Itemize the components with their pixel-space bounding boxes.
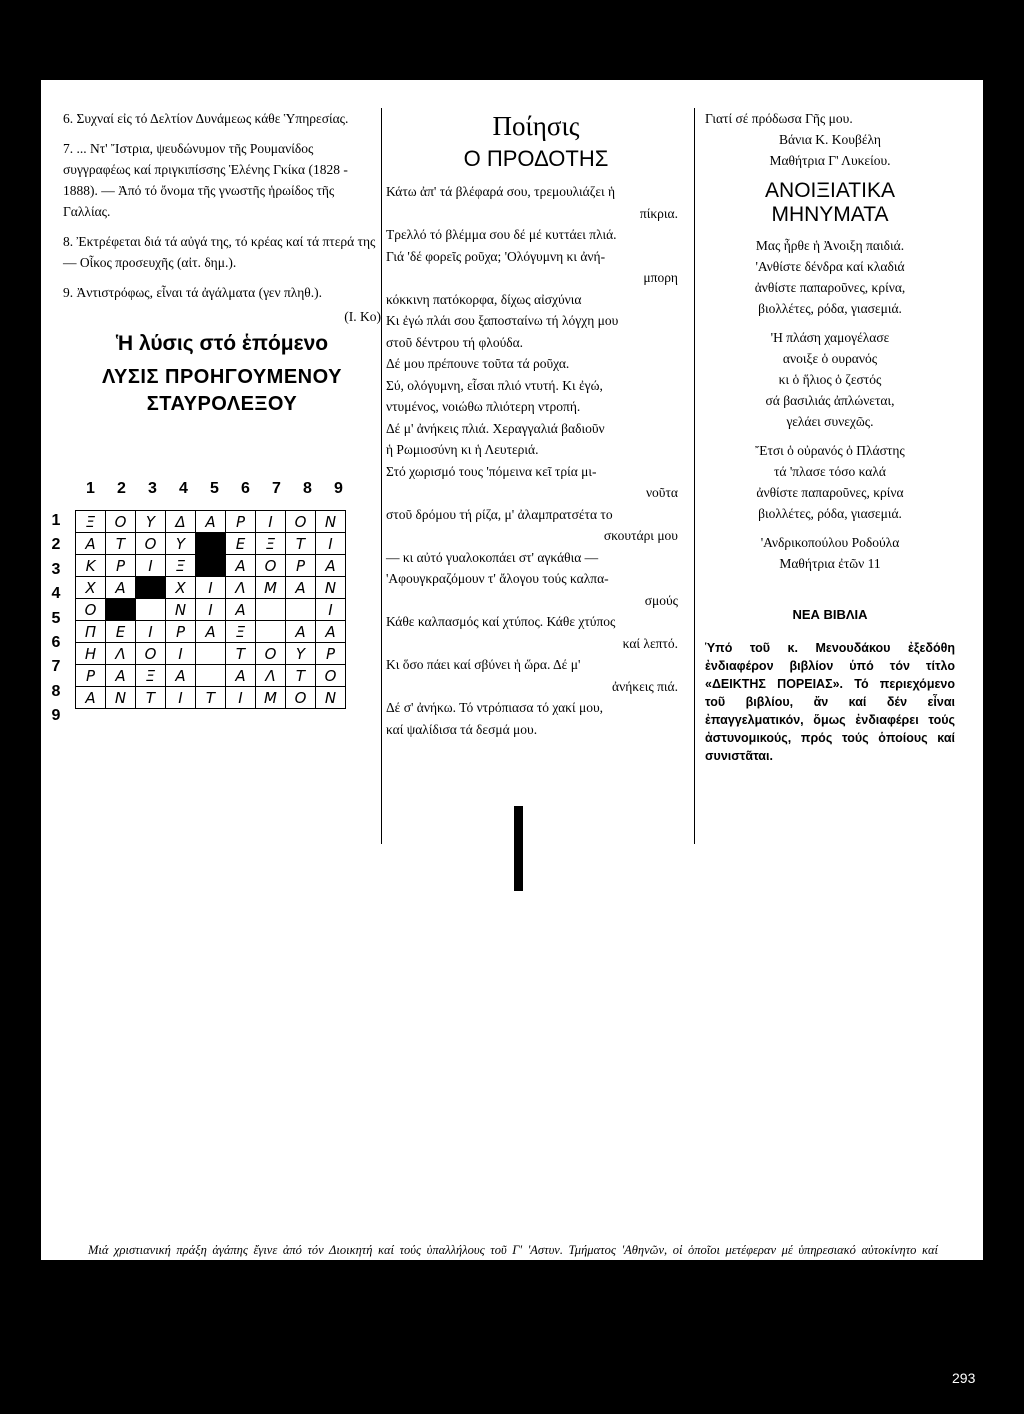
poem-line: στοῦ δρόμου τή ρίζα, μ' ἀλαμπρατσέτα το (386, 506, 613, 522)
spring-poem-line: βιολλέτες, ρόδα, γιασεμιά. (758, 506, 902, 521)
grid-cell: Χ (76, 577, 106, 599)
grid-cell: Ξ (76, 511, 106, 533)
grid-cell: Α (316, 621, 346, 643)
poem-line: σμούς (644, 592, 678, 608)
spring-poem-line: Μαθήτρια ἐτῶν 11 (779, 556, 881, 571)
grid-cell (136, 599, 166, 621)
grid-cell: Ο (136, 643, 166, 665)
grid-black-cell (196, 555, 226, 577)
grid-cell: Α (286, 621, 316, 643)
grid-cell: Τ (286, 533, 316, 555)
clue-number: 8. (63, 234, 77, 249)
poetry-section-heading: Ποίησις (492, 111, 580, 141)
spring-poem-line: γελάει συνεχῶς. (786, 414, 874, 429)
grid-cell (196, 643, 226, 665)
grid-black-cell (106, 599, 136, 621)
grid-cell: Α (166, 665, 196, 687)
grid-cell: Ι (226, 687, 256, 709)
grid-column-number: 2 (117, 480, 126, 497)
poem-line: Κι ὅσο πάει καί σβύνει ἡ ὥρα. Δέ μ' (386, 657, 581, 672)
grid-cell: Ι (196, 577, 226, 599)
grid-cell: Ξ (256, 533, 286, 555)
grid-cell: Υ (166, 533, 196, 555)
grid-row-number: 2 (51, 536, 61, 554)
poem-line: Δέ μου πρέπουνε τοῦτα τά ροῦχα. (386, 356, 570, 371)
poem-line: σκουτάρι μου (603, 528, 678, 543)
grid-cell: Τ (106, 533, 136, 555)
grid-cell: Τ (286, 665, 316, 687)
grid-cell: Ο (286, 687, 316, 709)
grid-cell: Χ (166, 577, 196, 599)
grid-cell: Ο (316, 665, 346, 687)
poem-ending (705, 108, 955, 171)
grid-cell: Τ (196, 687, 226, 709)
spring-poem-line (705, 432, 955, 440)
poem-line: ἡ Ρωμιοσύνη κι ἡ Λευτεριά. (386, 442, 539, 457)
grid-cell: Υ (136, 511, 166, 533)
poem-line: Γιά 'δέ φορεῖς ροῦχα; 'Ολόγυμνη κι ἀνή- (386, 248, 606, 264)
grid-cell: Ο (76, 599, 106, 621)
grid-row-number: 4 (51, 585, 61, 603)
clue-text: Συχναί εἰς τό Δελτίον Δυνάμεως κάθε Ὑπηρεσίας. (76, 111, 349, 126)
poem-line: καί ψαλίδισα τά δεσμά μου. (386, 721, 538, 737)
clue-number: 9. (63, 285, 77, 300)
grid-cell (256, 599, 286, 621)
poem-author: Μαθήτρια Γ' Λυκείου. (769, 153, 891, 168)
grid-cell: Ι (166, 687, 196, 709)
grid-cell: Δ (166, 511, 196, 533)
grid-column-number: 6 (241, 480, 250, 497)
grid-cell: Ν (106, 687, 136, 709)
grid-cell: Ο (256, 643, 286, 665)
spring-poem-line: 'Ανθίστε δένδρα καί κλαδιά (755, 259, 905, 274)
grid-cell: Ο (256, 555, 286, 577)
grid-column-number: 7 (272, 480, 281, 497)
grid-column-number: 8 (303, 480, 312, 497)
grid-cell: Ι (166, 643, 196, 665)
grid-column-numbers (75, 480, 355, 504)
grid-row (76, 577, 346, 599)
spring-poem-line: ανοιξε ὁ ουρανός (782, 351, 878, 366)
spring-poem-line (705, 319, 955, 327)
grid-row-number: 6 (51, 634, 61, 651)
grid-cell: Α (76, 687, 106, 709)
grid-cell: Ρ (166, 621, 196, 643)
grid-cell: Λ (226, 577, 256, 599)
grid-cell: Ο (136, 533, 166, 555)
poem-line: Δέ μ' ἀνήκεις πλιά. Χεραγγαλιά βαδιοῦν (386, 420, 605, 436)
grid-cell: Ι (196, 599, 226, 621)
grid-row-number: 3 (51, 560, 61, 578)
crossword-grid (75, 510, 346, 709)
grid-cell (256, 621, 286, 643)
poem-line: Σύ, ολόγυμνη, εἶσαι πλιό ντυτή. Κι ἐγώ, (386, 377, 603, 393)
poem-body (386, 181, 686, 740)
grid-cell: Ι (136, 555, 166, 577)
grid-cell: Ξ (226, 621, 256, 643)
spring-poem-line: Ἔτσι ὁ οὐρανός ὁ Πλάστης (755, 443, 905, 458)
poem-line: — κι αὐτό γυαλοκοπάει στ' αγκάθια — (386, 549, 599, 565)
poem-line: 'Αφουγκραζόμουν τ' ἄλογου τούς καλπα- (386, 571, 609, 586)
grid-row (76, 621, 346, 643)
grid-cell: Π (76, 621, 106, 643)
poem-title: Ο ΠΡΟΔΟΤΗΣ (463, 145, 609, 171)
poem-line: κόκκινη πατόκορφα, δίχως αἰσχύνια (386, 291, 582, 307)
grid-cell: Ρ (226, 511, 256, 533)
grid-cell: Τ (136, 687, 166, 709)
grid-cell: Α (106, 577, 136, 599)
grid-row-number: 1 (51, 512, 61, 529)
poem-line: Κάθε καλπασμός καί χτύπος. Κάθε χτύπος (386, 614, 616, 629)
grid-row-number: 8 (51, 682, 61, 700)
grid-row-number: 9 (51, 707, 61, 725)
poem-line: στοῦ δέντρου τή φλούδα. (386, 334, 524, 350)
spring-poem-line: βιολλέτες, ρόδα, γιασεμιά. (758, 301, 902, 316)
grid-cell: Μ (256, 687, 286, 709)
crossword-column (63, 108, 381, 418)
poem-author: Βάνια Κ. Κουβέλη (779, 132, 881, 147)
grid-cell: Ν (316, 687, 346, 709)
grid-row (76, 687, 346, 709)
grid-cell: Ρ (76, 665, 106, 687)
poem-line: Κι ἐγώ πλάι σου ξαποσταίνω τή λόγχη μου (386, 313, 619, 328)
grid-row-number: 7 (51, 658, 61, 676)
grid-cell: Α (196, 511, 226, 533)
signature: (Ι. Κο) (344, 309, 381, 324)
spring-poem-line: Μας ἦρθε ἡ Ἀνοιξη παιδιά. (755, 238, 905, 253)
grid-cell: Ο (286, 511, 316, 533)
grid-cell: Α (106, 665, 136, 687)
grid-column-number: 5 (210, 480, 219, 497)
clue-item (63, 282, 381, 303)
grid-row (76, 533, 346, 555)
grid-cell: Τ (226, 643, 256, 665)
grid-cell: Λ (106, 643, 136, 665)
column-divider (694, 108, 695, 844)
grid-column-number: 4 (179, 480, 188, 497)
clue-text: Ἐκτρέφεται διά τά αὐγά της, τό κρέας καί τά πτερά της — Οἶκος προσευχῆς (αἰτ. δημ.). (63, 234, 376, 270)
grid-cell: Ξ (136, 665, 166, 687)
magazine-page (41, 80, 983, 1320)
grid-cell: Α (226, 599, 256, 621)
clue-item (63, 108, 381, 129)
poem-line: καί λεπτό. (622, 635, 678, 651)
clue-number: 7. (63, 141, 77, 156)
spring-poem-line: ἀνθίστε παπαροῦνες, κρίνα, (754, 280, 906, 295)
grid-row (76, 643, 346, 665)
poem-line: Κάτω ἀπ' τά βλέφαρά σου, τρεμουλιάζει ἡ (386, 184, 616, 199)
spring-poem-line: κι ὁ ἥλιος ὁ ζεστός (778, 372, 882, 387)
grid-cell: Ι (256, 511, 286, 533)
grid-cell: Ρ (106, 555, 136, 577)
clue-text: Ἀντιστρόφως, εἶναι τά ἀγάλματα (γεν πληθ.). (76, 285, 322, 300)
grid-cell: Ν (166, 599, 196, 621)
grid-cell: Ι (316, 533, 346, 555)
grid-column-number: 3 (148, 480, 157, 497)
grid-black-cell (136, 577, 166, 599)
spring-poem-line (705, 524, 955, 532)
clue-list (63, 108, 381, 303)
grid-row (76, 511, 346, 533)
clue-number: 6. (63, 111, 77, 126)
clue-item (63, 138, 381, 222)
grid-column-number: 1 (86, 480, 95, 497)
grid-row (76, 599, 346, 621)
poem-line: ντυμένος, νοιώθω πλιότερη ντροπή. (386, 399, 581, 414)
grid-cell: Α (196, 621, 226, 643)
grid-cell: Λ (256, 665, 286, 687)
grid-cell: Α (76, 533, 106, 555)
column-divider (381, 108, 382, 844)
poem-line: μπορη (643, 270, 678, 285)
poem-line: Τρελλό τό βλέμμα σου δέ μέ κυττάει πλιά. (386, 227, 617, 242)
right-column (705, 108, 955, 765)
clue-text: ... Ντ' Ἴστρια, ψευδώνυμον τῆς Ρουμανίδος συγγραφέως καί πριγκιπίσσης Ἑλένης Γκίκα (1828 - 1888). — Ἀπό τό ὄνομα τῆς γνωστῆς ἡρωίδος τῆς Γαλλίας. (63, 141, 348, 219)
spring-poem-body (705, 235, 955, 574)
spring-poem-line: 'Η πλάση χαμογέλασε (770, 330, 890, 345)
poem-line: Στό χωρισμό τους 'πόμεινα κεῖ τρία μι- (386, 463, 597, 479)
grid-cell (196, 665, 226, 687)
grid-row (76, 665, 346, 687)
grid-cell: Μ (256, 577, 286, 599)
grid-row-number: 5 (51, 609, 61, 627)
grid-cell: Α (226, 555, 256, 577)
grid-cell: Α (286, 577, 316, 599)
decorative-bar (514, 806, 523, 891)
grid-cell: Κ (76, 555, 106, 577)
grid-cell: Υ (286, 643, 316, 665)
grid-column-number: 9 (334, 480, 343, 497)
footer-article: Μιά χριστιανική πράξη ἀγάπης ἔγινε ἀπό τόν Διοικητή καί τούς ὑπαλλήλους τοῦ Γ' 'Αστυν. Τμήματος 'Αθηνῶν, οἱ ὁποῖοι μετέφεραν μέ ὑπηρεσιακό αὐτοκίνητο καί ἐφιλοξένησαν μέ πλούσιο γεῦμα στή Λέσχη τοῦ Τμήματος 25 γεροντάκια τοῦ «σπιτιοῦ γαλήνης τοῦ Χριστοῦ». Στους τροφίμους πρός τούς ὁποίους μίλησε ὁ Διοικητής τοῦ τμήματος κ. Νηστικούλης προσεφέρθησαν δέματα μέ διάφορα δῶρα. 'Η ἐνέργεια αὐτή τοῦ διοικητοῦ καί τῶν ἀστυνομικῶν τοῦ Γ' Τμήματος πρέπει ἀσφαλῶς νά προβληθῆ σάν παράδειγμα πρός μίμησιν καί νά ἐξαρθῆ ἰδιαιτέρως. (88, 1243, 938, 1320)
spring-poem-line: τά 'πλασε τόσο καλά (773, 464, 886, 479)
grid-cell: Ο (106, 511, 136, 533)
new-books-text: Ὑπό τοῦ κ. Μενουδάκου ἐξεδόθη ἐνδιαφέρον βιβλίον ὑπό τόν τίτλο «ΔΕΙΚΤΗΣ ΠΟΡΕΙΑΣ». Τό περιεχόμενο τοῦ βιβλίου, ἄν καί δέν εἶναι ἐπαγγελματικόν, ὅμως ἐνδιαφέρει τούς ἀστυνομικούς, πρός τούς ὁποίους καί συνιστᾶται. (705, 641, 955, 763)
poetry-column (386, 108, 686, 740)
poem-line: πίκρια. (639, 205, 678, 221)
spring-poem-title: ΑΝΟΙΞΙΑΤΙΚΑ ΜΗΝΥΜΑΤΑ (765, 179, 895, 226)
grid-cell: Ρ (316, 643, 346, 665)
clue-item (63, 231, 381, 273)
poem-line: νοῦτα (645, 485, 678, 500)
spring-poem-line: ἀνθίστε παπαροῦνες, κρίνα (756, 485, 904, 500)
solution-heading: Ἡ λύσις στό ἑπόμενο (115, 332, 329, 355)
grid-cell: Α (226, 665, 256, 687)
poem-last-line: Γιατί σέ πρόδωσα Γῆς μου. (705, 111, 853, 126)
grid-cell: Ν (316, 511, 346, 533)
grid-cell: Ν (316, 577, 346, 599)
grid-cell: Η (76, 643, 106, 665)
grid-row (76, 555, 346, 577)
spring-poem-line: 'Ανδρικοπούλου Ροδούλα (760, 535, 900, 550)
new-books-heading: ΝΕΑ ΒΙΒΛΙΑ (792, 607, 868, 622)
grid-cell: Α (316, 555, 346, 577)
grid-cell: Ι (136, 621, 166, 643)
grid-cell: Ρ (286, 555, 316, 577)
grid-cell: Ε (106, 621, 136, 643)
grid-cell: Ι (316, 599, 346, 621)
page-number: 293 (952, 1370, 976, 1386)
poem-line: ἀνήκεις πιά. (612, 678, 678, 694)
previous-solution-heading: ΛΥΣΙΣ ΠΡΟΗΓΟΥΜΕΝΟΥ ΣΤΑΥΡΟΛΕΞΟΥ (102, 366, 342, 415)
grid-cell (286, 599, 316, 621)
poem-line: Δέ σ' ἀνήκω. Τό ντρόπιασα τό χακί μου, (386, 700, 604, 715)
grid-cell: Ε (226, 533, 256, 555)
spring-poem-line: σά βασιλιάς ἀπλώνεται, (765, 393, 895, 408)
grid-cell: Ξ (166, 555, 196, 577)
grid-black-cell (196, 533, 226, 555)
